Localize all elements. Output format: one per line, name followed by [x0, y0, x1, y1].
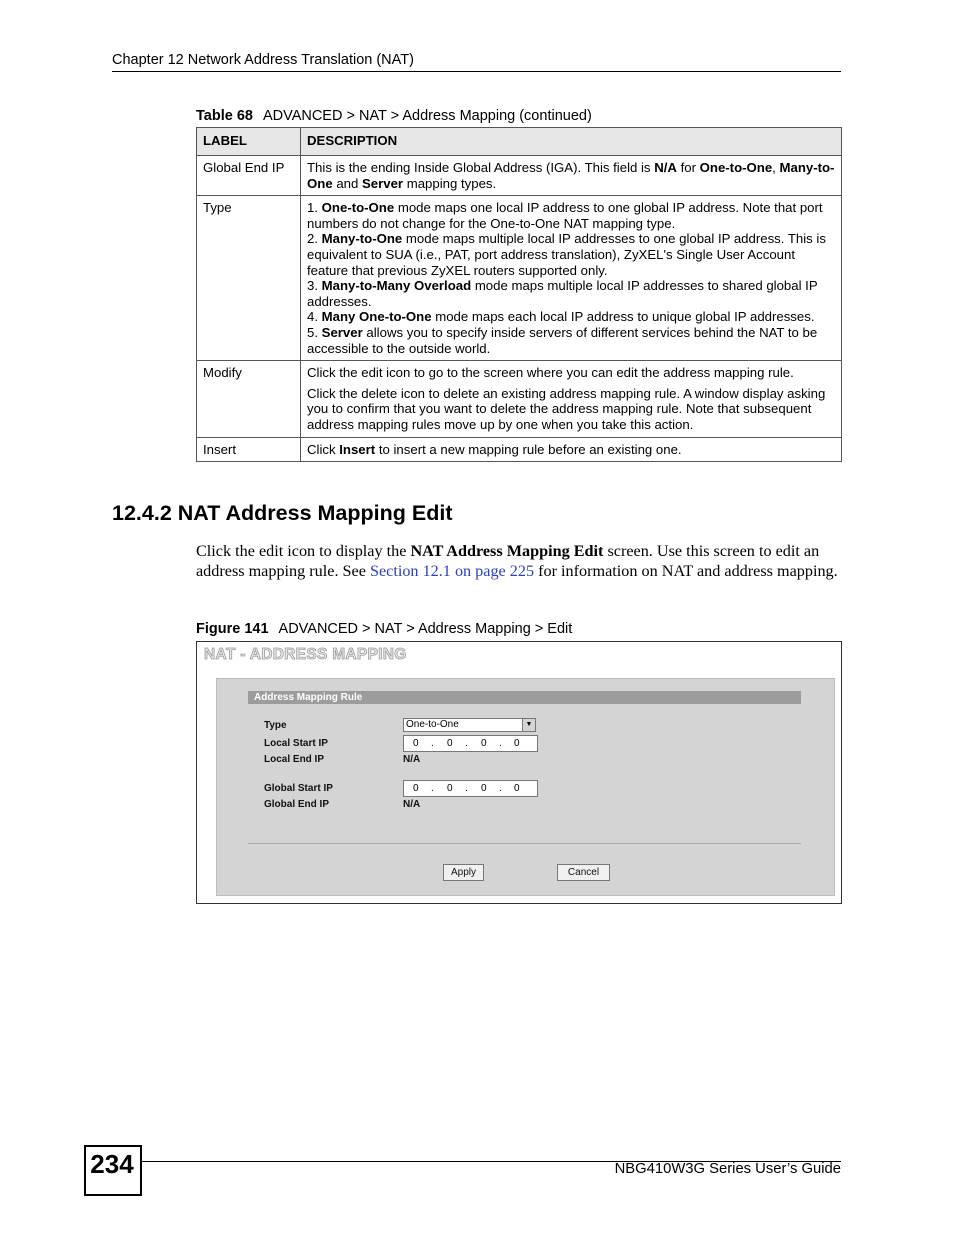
text-run: and: [332, 175, 362, 191]
text-run: This is the ending Inside Global Address (IGA). This field is: [307, 160, 655, 175]
ip-dot: .: [465, 783, 468, 794]
bold-run: One-to-One: [699, 160, 773, 175]
ip-dot: .: [431, 738, 434, 749]
row-description: [301, 437, 842, 462]
ip-octet: 0: [481, 738, 487, 749]
ip-octet: 0: [413, 783, 419, 794]
bold-run: Insert: [339, 441, 376, 457]
item-number: 2.: [307, 231, 322, 247]
item-term: Server: [321, 324, 363, 340]
ip-dot: .: [465, 738, 468, 749]
type-select[interactable]: [403, 718, 536, 732]
row-label: Insert: [197, 437, 301, 462]
item-number: 5.: [307, 324, 322, 340]
type-label: Type: [264, 720, 287, 731]
chevron-down-icon[interactable]: ▼: [522, 719, 535, 731]
local-start-ip-input[interactable]: [403, 735, 538, 752]
item-number: 1.: [307, 200, 322, 216]
item-number: 3.: [307, 278, 322, 294]
table-row: [197, 156, 842, 196]
ip-octet: 0: [447, 783, 453, 794]
row-description: [301, 156, 842, 196]
ip-octet: 0: [514, 738, 520, 749]
ip-octet: 0: [447, 738, 453, 749]
apply-button[interactable]: Apply: [443, 864, 484, 881]
footer-guide-title: NBG410W3G Series User’s Guide: [614, 1161, 841, 1177]
text-run: screen. Use this screen to edit an address mapping rule. See: [196, 542, 820, 581]
local-end-ip-label: Local End IP: [264, 754, 325, 765]
section-body: [196, 541, 844, 582]
text-run: for information on NAT and address mapping.: [534, 562, 838, 581]
table-caption-number: Table 68: [196, 108, 253, 124]
type-item: [307, 309, 835, 325]
row-label: Global End IP: [197, 156, 301, 196]
text-run: Click the edit icon to display the: [196, 542, 411, 560]
table-caption: [196, 108, 592, 124]
type-item: [307, 278, 835, 309]
description-paragraph: Click the edit icon to go to the screen where you can edit the address mapping rule.: [307, 365, 794, 381]
global-end-ip-value: N/A: [403, 799, 421, 810]
figure-caption-number: Figure 141: [196, 621, 269, 637]
text-run: for: [676, 160, 700, 175]
ip-dot: .: [499, 738, 502, 749]
item-text: mode maps multiple local IP addresses to one global IP address. This is equivalent to SUA (i.e., PAT, port address translation), ZyXEL's Single User Account feature that previous ZyXEL routers supported only.: [307, 231, 826, 278]
table-row: [197, 361, 842, 437]
item-term: One-to-One: [321, 200, 395, 216]
panel-heading: Address Mapping Rule: [254, 692, 363, 703]
item-term: Many-to-One: [321, 231, 403, 247]
description-paragraph: Click the delete icon to delete an existing address mapping rule. A window display asking you to confirm that you want to delete the address mapping rule. Note that subsequent address mapping rules move up by one when you take this action.: [307, 385, 826, 432]
global-end-ip-label: Global End IP: [264, 799, 330, 810]
figure-caption: [196, 621, 572, 637]
table-row: [197, 196, 842, 361]
page-number: 234: [90, 1149, 134, 1179]
item-number: 4.: [307, 309, 322, 325]
local-end-ip-value: N/A: [403, 754, 421, 765]
type-item: [307, 200, 835, 231]
figure-caption-text: ADVANCED > NAT > Address Mapping > Edit: [278, 621, 573, 637]
bold-run: NAT Address Mapping Edit: [410, 542, 604, 560]
table-row: [197, 437, 842, 462]
section-title: 12.4.2 NAT Address Mapping Edit: [112, 501, 453, 525]
item-text: mode maps each local IP address to unique global IP addresses.: [431, 309, 815, 325]
bold-run: Server: [362, 175, 404, 191]
ip-dot: .: [499, 783, 502, 794]
text-run: to insert a new mapping rule before an existing one.: [375, 441, 682, 457]
ip-octet: 0: [413, 738, 419, 749]
table-header-row: [197, 128, 842, 156]
address-mapping-table: [196, 127, 842, 462]
text-run: mapping types.: [403, 175, 497, 191]
cancel-button[interactable]: Cancel: [557, 864, 610, 881]
table-caption-text: ADVANCED > NAT > Address Mapping (continued): [262, 108, 592, 124]
row-description: [301, 361, 842, 437]
panel-heading-bar: [248, 691, 801, 704]
chapter-header: Chapter 12 Network Address Translation (NAT): [112, 52, 414, 68]
text-run: Click: [307, 441, 340, 457]
text-run: ,: [772, 160, 780, 175]
row-description: [301, 196, 842, 361]
ip-octet: 0: [481, 783, 487, 794]
column-header-label: LABEL: [197, 128, 301, 156]
section-link[interactable]: Section 12.1 on page 225: [369, 562, 535, 581]
global-start-ip-label: Global Start IP: [264, 783, 333, 794]
row-label: Type: [197, 196, 301, 361]
ip-octet: 0: [514, 783, 520, 794]
panel-divider: [248, 843, 801, 844]
bold-run: Many-to-One: [307, 160, 835, 191]
screen-title: NAT - ADDRESS MAPPING: [204, 646, 407, 663]
global-start-ip-input[interactable]: [403, 780, 538, 797]
item-term: Many-to-Many Overload: [321, 278, 472, 294]
local-start-ip-label: Local Start IP: [264, 738, 328, 749]
bold-run: N/A: [654, 160, 677, 175]
ip-dot: .: [431, 783, 434, 794]
type-item: [307, 231, 835, 278]
item-text: allows you to specify inside servers of different services behind the NAT to be accessible to the outside world.: [307, 324, 818, 356]
item-term: Many One-to-One: [321, 309, 432, 325]
type-item: [307, 325, 835, 356]
header-rule: [112, 71, 841, 72]
item-text: mode maps one local IP address to one global IP address. Note that port numbers do not change for the One-to-One NAT mapping type.: [307, 200, 823, 231]
row-label: Modify: [197, 361, 301, 437]
item-text: mode maps multiple local IP addresses to shared global IP addresses.: [307, 278, 818, 309]
column-header-description: DESCRIPTION: [301, 128, 842, 156]
type-select-value: One-to-One: [406, 719, 459, 730]
